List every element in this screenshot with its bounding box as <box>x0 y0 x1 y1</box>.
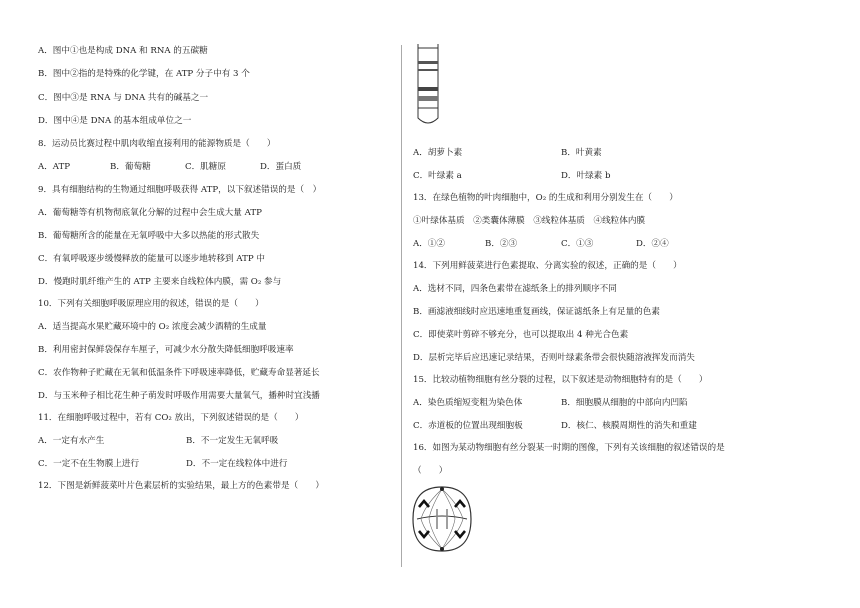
q10-option-c: C．农作物种子贮藏在无氧和低温条件下呼吸速率降低，贮藏寿命显著延长 <box>38 368 320 378</box>
q12-stem: 12．下图是新鲜菠菜叶片色素层析的实验结果，最上方的色素带是（ ） <box>38 481 324 491</box>
q12-option-c: C．叶绿素 a <box>413 171 462 181</box>
q13-items: ①叶绿体基质 ②类囊体薄膜 ③线粒体基质 ④线粒体内膜 <box>413 216 646 226</box>
q16-paren: （ ） <box>413 466 448 476</box>
q15-option-d: D．核仁、核膜周期性的消失和重建 <box>561 421 697 431</box>
q9-option-d: D．慢跑时肌纤维产生的 ATP 主要来自线粒体内膜，需 O₂ 参与 <box>38 277 282 287</box>
q13-option-c: C．①③ <box>561 239 594 249</box>
q7-option-d: D．图中④是 DNA 的基本组成单位之一 <box>38 116 192 126</box>
q8-option-b: B．葡萄糖 <box>110 162 151 172</box>
q10-stem: 10．下列有关细胞呼吸原理应用的叙述，错误的是（ ） <box>38 299 264 309</box>
q14-option-a: A．选材不同，四条色素带在滤纸条上的排列顺序不同 <box>413 284 617 294</box>
q13-option-b: B．②③ <box>485 239 518 249</box>
q11-option-c: C．一定不在生物膜上进行 <box>38 459 140 469</box>
q9-option-a: A．葡萄糖等有机物彻底氧化分解的过程中会生成大量 ATP <box>38 208 262 218</box>
q13-option-d: D．②④ <box>636 239 669 249</box>
q7-option-b: B．图中②指的是特殊的化学键，在 ATP 分子中有 3 个 <box>38 69 250 79</box>
q13-option-a: A．①② <box>413 239 445 249</box>
cell-division-figure <box>411 485 473 553</box>
q8-option-d: D．蛋白质 <box>260 162 302 172</box>
q9-stem: 9．具有细胞结构的生物通过细胞呼吸获得 ATP，以下叙述错误的是（ ） <box>38 185 322 195</box>
q14-option-d: D．层析完毕后应迅速记录结果，否则叶绿素条带会很快随溶液挥发而消失 <box>413 353 695 363</box>
q10-option-d: D．与玉米种子相比花生种子萌发时呼吸作用需要大量氧气，播种时宜浅播 <box>38 391 320 401</box>
q13-stem: 13．在绿色植物的叶肉细胞中，O₂ 的生成和利用分别发生在（ ） <box>413 193 678 203</box>
q14-stem: 14．下列用鲜菠菜进行色素提取、分离实验的叙述，正确的是（ ） <box>413 261 682 271</box>
q14-option-c: C．即使菜叶剪碎不够充分，也可以提取出 4 种光合色素 <box>413 330 629 340</box>
q15-stem: 15．比较动植物细胞有丝分裂的过程，以下叙述是动物细胞特有的是（ ） <box>413 375 708 385</box>
q15-option-b: B．细胞膜从细胞的中部向内凹陷 <box>561 398 688 408</box>
chromatography-strip-figure <box>417 44 439 128</box>
q16-stem: 16．如图为某动物细胞有丝分裂某一时期的图像，下列有关该细胞的叙述错误的是 <box>413 443 725 453</box>
q12-option-a: A．胡萝卜素 <box>413 148 463 158</box>
q8-stem: 8．运动员比赛过程中肌肉收缩直接利用的能源物质是（ ） <box>38 139 276 149</box>
q9-option-c: C．有氧呼吸逐步缓慢释放的能量可以逐步地转移到 ATP 中 <box>38 254 265 264</box>
q9-option-b: B．葡萄糖所含的能量在无氧呼吸中大多以热能的形式散失 <box>38 231 260 241</box>
q12-option-d: D．叶绿素 b <box>561 171 611 181</box>
q11-option-d: D．不一定在线粒体中进行 <box>186 459 288 469</box>
q15-option-a: A．染色质缩短变粗为染色体 <box>413 398 523 408</box>
q10-option-b: B．利用密封保鲜袋保存车厘子，可减少水分散失降低细胞呼吸速率 <box>38 345 294 355</box>
q10-option-a: A．适当提高水果贮藏环境中的 O₂ 浓度会减少酒精的生成量 <box>38 322 267 332</box>
q11-option-a: A．一定有水产生 <box>38 436 105 446</box>
q11-option-b: B．不一定发生无氧呼吸 <box>186 436 279 446</box>
q14-option-b: B．画滤液细线时应迅速地重复画线，保证滤纸条上有足量的色素 <box>413 307 660 317</box>
q8-option-c: C．肌糖原 <box>185 162 226 172</box>
q8-option-a: A．ATP <box>38 162 71 172</box>
q12-option-b: B．叶黄素 <box>561 148 602 158</box>
q11-stem: 11．在细胞呼吸过程中，若有 CO₂ 放出，下列叙述错误的是（ ） <box>38 413 304 423</box>
q7-option-a: A．图中①也是构成 DNA 和 RNA 的五碳糖 <box>38 46 208 56</box>
q15-option-c: C．赤道板的位置出现细胞板 <box>413 421 523 431</box>
q7-option-c: C．图中③是 RNA 与 DNA 共有的碱基之一 <box>38 93 209 103</box>
column-divider <box>401 45 402 567</box>
